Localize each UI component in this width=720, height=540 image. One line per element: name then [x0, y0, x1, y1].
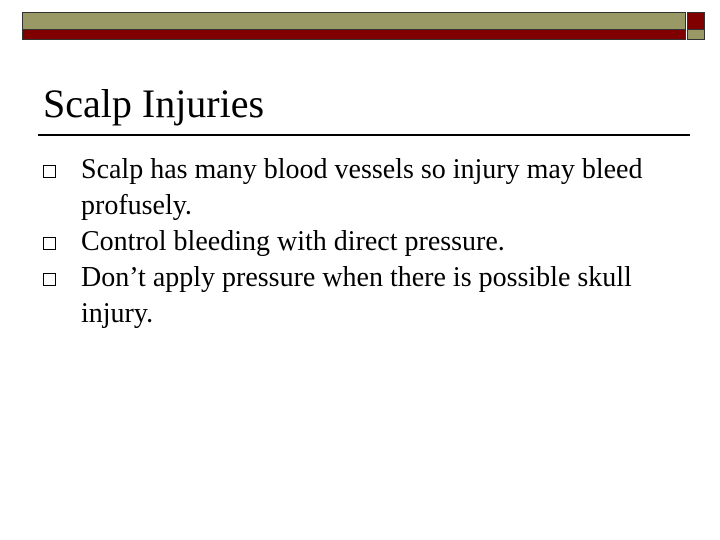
- bullet-item: [40, 224, 660, 260]
- hollow-square-icon: [43, 165, 56, 178]
- top-banner-olive: [22, 12, 686, 30]
- slide-title: Scalp Injuries: [43, 81, 265, 126]
- corner-square-bottom: [687, 30, 705, 40]
- hollow-square-icon: [43, 273, 56, 286]
- bullet-text: Scalp has many blood vessels so injury may bleed profusely.: [81, 154, 643, 221]
- title-underline: [38, 134, 690, 136]
- corner-square-top: [687, 12, 705, 30]
- bullet-text: Control bleeding with direct pressure.: [81, 226, 505, 257]
- hollow-square-icon: [43, 237, 56, 250]
- bullet-item: [40, 152, 660, 224]
- bullet-item: [40, 260, 660, 332]
- bullet-text: Don’t apply pressure when there is possible skull injury.: [81, 262, 632, 329]
- bullet-list: [40, 152, 660, 332]
- top-banner-maroon: [22, 30, 686, 40]
